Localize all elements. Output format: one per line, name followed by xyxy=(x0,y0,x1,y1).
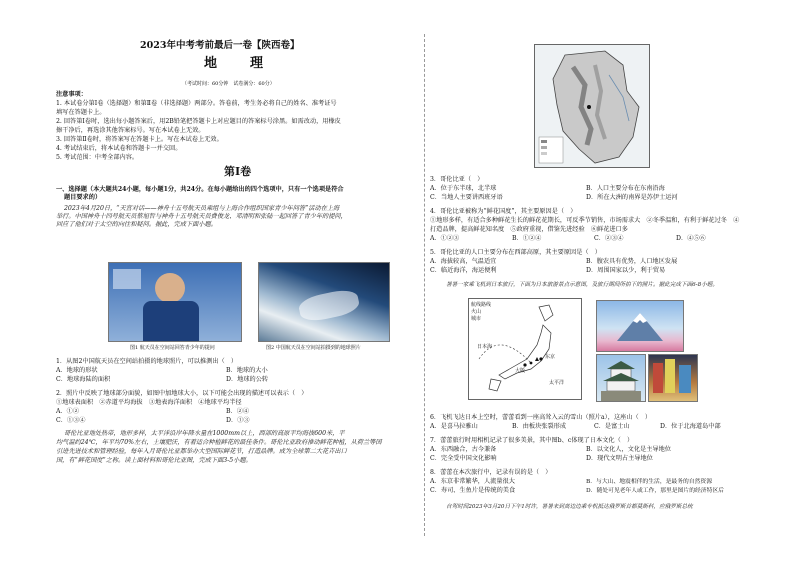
japan-map xyxy=(468,298,582,400)
option: B．②④ xyxy=(226,408,250,415)
option: C．是富士山 xyxy=(594,423,630,430)
cloud-cover xyxy=(297,287,361,324)
option: C．地球海陆的面积 xyxy=(56,376,111,383)
map-label-sea-of-japan: 日本海 xyxy=(477,344,493,350)
option: B．由板块张裂形成 xyxy=(512,423,567,430)
photo-caption: 图1 航天员在空间站回答青少年的提问 xyxy=(130,345,215,351)
option: B．腹农具有优势，人口地区发展 xyxy=(586,258,678,265)
option: C．完全受中国文化影响 xyxy=(430,455,497,462)
option: C．寿司、生鱼片是传统的美食 xyxy=(430,487,516,494)
option-line: ①地形多样，有适合多种鲜花生长的鲜花花期长，可反季节销售，市场需求大 ②冬季温和，有利于鲜花过冬 ④ xyxy=(430,217,740,224)
option: A．是喜马拉雅山 xyxy=(430,423,478,430)
question-stem: 7．蕾蕾旅行时用相机记录了很多美景，其中图b、c体现了日本文化（ ） xyxy=(430,437,634,444)
option: D．④⑤⑥ xyxy=(676,235,706,242)
question-stem: 5．哥伦比亚的人口主要分布在西部高原，其主要原因是（ ） xyxy=(430,249,601,256)
street-svg xyxy=(649,355,697,401)
subject-title: 地 理 xyxy=(204,56,274,71)
passage-line: 2023年4月20日，“天宫对话——神舟十五号航天员乘组与上海合作组织国家青少年问答”活动在上海 xyxy=(64,205,340,212)
note-line: 3. 回答第Ⅱ卷时，将答案写在答题卡上。写在本试卷上无效。 xyxy=(56,136,223,143)
option: C．①③④ xyxy=(56,417,86,424)
astronaut-body xyxy=(143,301,199,341)
passage-line: 均气温约24℃，年平均70%左右，土壤肥沃，有着适合种植鲜花的最佳条件。哥伦比亚政府推动鲜花种植，从荷兰等国 xyxy=(56,439,382,446)
astronaut-photo xyxy=(108,262,242,342)
question-stem: 6．飞机飞达日本上空时，蕾蕾看到一座高耸入云的雪山（照片a），这座山（ ） xyxy=(430,414,652,421)
note-line: 擦干净后，再选涂其他答案标号。写在本试卷上无效。 xyxy=(56,127,205,134)
option: D．①③ xyxy=(226,417,250,424)
option: D．随处可见老年人或工作，那里是图片的经济特区后 xyxy=(586,488,724,494)
astronaut-head xyxy=(155,273,185,303)
question-stem: 2．照片中反映了地球部分面貌，如图中加地球大小，以下可能会出现的描述可以表示（ ） xyxy=(56,390,308,397)
option: A．东西融合，古今兼备 xyxy=(430,446,497,453)
colombia-map-svg xyxy=(535,45,649,167)
option: B．与大山、地震相伴的生活，是最务的自然资源 xyxy=(586,479,712,485)
map-label-tokyo: 东京 xyxy=(545,354,556,360)
map-label-osaka: 大阪 xyxy=(515,368,526,374)
question-stem: 1．从图2中国航天员在空间站拍摄的地球照片，可以推测出（ ） xyxy=(56,358,238,365)
legend-item-volcano: 火山 xyxy=(471,309,482,315)
legend-item-city: 城市 xyxy=(471,316,482,322)
option-line: ①地球表面积 ②赤道平均海拔 ③地表海洋面积 ④地球平均半径 xyxy=(56,399,242,406)
option: B．地球的大小 xyxy=(226,367,268,374)
passage-line: 哥伦比亚地处热带，地形多样，太平洋沿岸年降水量在1000mm以上，西部的高原平均海拔600米，平 xyxy=(64,430,345,437)
question-stem: 8．蕾蕾在本次旅行中，记录有误的是（ ） xyxy=(430,469,552,476)
option: D．现代文明占主导地位 xyxy=(586,455,653,462)
screen-panel xyxy=(113,269,141,289)
exam-title: 2023年中考考前最后一卷【陕西卷】 xyxy=(140,40,300,51)
exam-meta: （考试时间：60分钟 试卷满分：60分） xyxy=(182,81,275,87)
option: A．①②③ xyxy=(430,235,460,242)
question-stem: 3．哥伦比亚（ ） xyxy=(430,176,484,183)
option: D．周围国家以少，利于贸易 xyxy=(586,267,666,274)
castle-photo xyxy=(596,354,646,402)
passage-line: 举行。中国神舟十四号航天员蔡旭哲与神舟十五号航天员费俊龙、邓清明和张陆一起回答了青少年的提问， xyxy=(56,213,347,220)
option: C．②③④ xyxy=(594,235,624,242)
map-label-pacific: 太平洋 xyxy=(549,380,565,386)
option: D．位于北海道岛中部 xyxy=(660,423,721,430)
section-title: 第Ⅰ卷 xyxy=(224,165,252,178)
note-line: 2. 回答第Ⅰ卷时，选出每小题答案后，用2B铅笔把答题卡上对应题目的答案标号涂黑。如需改动，用橡皮 xyxy=(56,118,341,125)
passage-line: 回应了他们对于太空的向往和疑问。据此，完成下面小题。 xyxy=(56,221,217,228)
photo-caption: 图2 中国航天员在空间站拍摄到的地球照片 xyxy=(266,345,361,351)
option: B．人口主要分布在东南沿海 xyxy=(586,185,665,192)
colombia-map xyxy=(534,44,650,168)
passage-line: 引进先进技术和管理经验，每年入月哥伦比亚都举办大型国际鲜花节，打造品牌。成为全球第二大花卉出口 xyxy=(56,448,347,455)
japan-intro: 暑暑一家乘飞机到日本旅行，下面为日本旅游景点示意图，及旅行期间所拍下的照片。据此完成下面6-8小题。 xyxy=(446,282,718,288)
option: A．东京非常繁华，人流量很大 xyxy=(430,478,515,485)
option: B．①②④ xyxy=(512,235,542,242)
option: D．所在大洲的南界是苏伊士运河 xyxy=(586,194,678,201)
street-photo xyxy=(648,354,698,402)
part1-heading-cont: 题目要求的） xyxy=(64,194,102,201)
option: C．当地人主要讲西班牙语 xyxy=(430,194,503,201)
part1-heading: 一、选择题（本大题共24小题，每小题1分，共24分。在每小题给出的四个选项中，只有一个选项是符合 xyxy=(56,186,344,193)
fuji-svg xyxy=(597,301,683,351)
note-line: 填写在答题卡上。 xyxy=(56,109,106,116)
passage-line: 自驾时间2023年3月20日下午1时许，暑暑来到离边边乘专机抵达俄罗斯首都莫斯科，应俄罗斯总统 xyxy=(446,504,693,510)
fuji-photo xyxy=(596,300,684,352)
legend-item-route: 航线路线 xyxy=(471,302,492,308)
option: A．海拔较高，气温适宜 xyxy=(430,258,497,265)
option: C．临近海洋，海运便利 xyxy=(430,267,497,274)
option: A．地球的形状 xyxy=(56,367,98,374)
passage-line: 国，有“鲜花国度”之称。读上面材料和哥伦比亚图，完成下面3-5小题。 xyxy=(56,457,252,464)
option: B．以文化人，文化是主导地位 xyxy=(586,446,671,453)
option-line: 打造品牌，提高鲜花知名度 ⑤政府重视，借鉴先进经验 ⑥鲜花进口多 xyxy=(430,226,628,233)
note-line: 1. 本试卷分第Ⅰ卷（选择题）和第Ⅱ卷（非选择题）两部分。答卷前，考生务必将自己的姓名、准考证号 xyxy=(56,100,337,107)
question-stem: 4．哥伦比亚被称为“鲜花国度”，其主要原因是（ ） xyxy=(430,208,577,215)
column-divider xyxy=(424,34,425,536)
castle-svg xyxy=(597,355,645,401)
option: A．①② xyxy=(56,408,80,415)
notes-heading: 注意事项： xyxy=(56,91,87,98)
earth-photo xyxy=(258,262,390,342)
option: D．地球的公转 xyxy=(226,376,269,383)
note-line: 4. 考试结束后，将本试卷和答题卡一并交回。 xyxy=(56,145,182,152)
option: A．位于东半球，北半球 xyxy=(430,185,497,192)
note-line: 5. 考试范围：中考全部内容。 xyxy=(56,154,139,161)
